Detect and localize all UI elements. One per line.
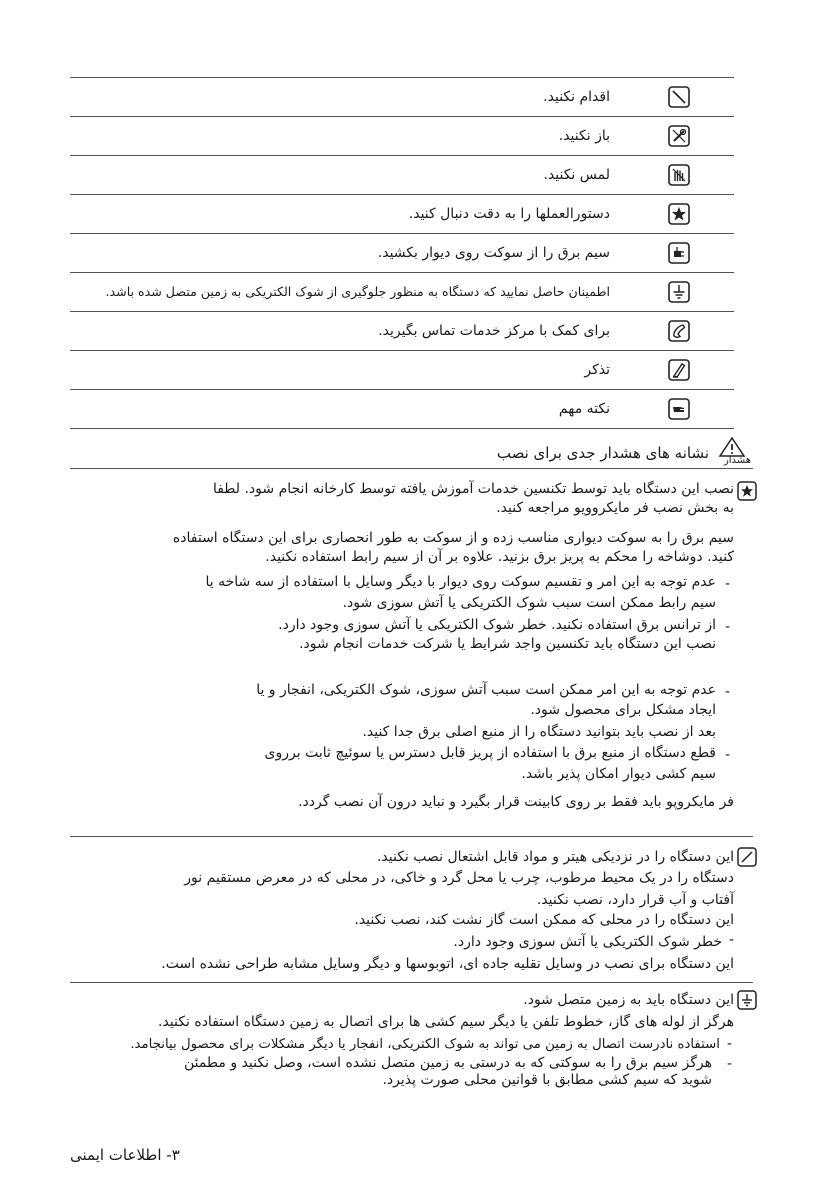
paragraph: این دستگاه برای نصب در وسایل نقلیه جاده ای، اتوبوسها و دیگر وسایل مشابه طراحی نشده است.: [161, 956, 734, 972]
symbol-text: باز نکنید.: [558, 128, 610, 144]
symbol-text: اطمینان حاصل نمایید که دستگاه به منظور جلوگیری از شوک الکتریکی به زمین متصل شده باشد.: [105, 284, 610, 299]
page-footer: ۳- اطلاعات ایمنی: [70, 1146, 180, 1164]
do-not-disassemble-icon: [668, 125, 690, 147]
do-not-touch-icon: [668, 164, 690, 186]
bullet-text: از ترانس برق استفاده نکنید. خطر شوک الکتریکی یا آتش سوزی وجود دارد.: [278, 617, 716, 633]
symbol-row: [70, 350, 734, 389]
bullet-dash: -: [724, 576, 730, 592]
bullet-dash: -: [724, 747, 730, 763]
symbol-text: تذکر: [584, 362, 610, 378]
bullet-text: شوید که سیم کشی مطابق با قوانین محلی صورت پذیرد.: [382, 1072, 712, 1088]
symbol-legend-table: [70, 77, 734, 429]
symbol-row: [70, 155, 734, 194]
ground-icon: [737, 990, 757, 1010]
symbol-row: [70, 77, 734, 116]
bullet-dash: -: [728, 932, 734, 948]
star-instructions-icon: [668, 203, 690, 225]
paragraph: فر مایکروپو باید فقط بر روی کابینت قرار بگیرد و نباید درون آن نصب گردد.: [298, 794, 734, 810]
pointing-hand-icon: [668, 398, 690, 420]
symbol-row: [70, 272, 734, 311]
symbol-text: دستورالعملها را به دقت دنبال کنید.: [408, 206, 610, 222]
paragraph: این دستگاه را در محلی که ممکن است گاز نشت کند، نصب نکنید.: [354, 912, 734, 928]
warning-caption: هشدار: [723, 455, 751, 466]
bullet-dash: -: [724, 684, 730, 700]
symbol-text: نکته مهم: [558, 401, 610, 417]
symbol-row: [70, 311, 734, 350]
bullet-text: عدم توجه به این امر و تقسیم سوکت روی دیوار با دیگر وسایل با استفاده از سه شاخه یا: [205, 574, 716, 590]
paragraph: دستگاه را در یک محیط مرطوب، چرب یا محل گرد و خاکی، در محلی که در معرض مستقیم نور: [184, 870, 734, 886]
symbol-row: [70, 194, 734, 233]
paragraph: هرگز از لوله های گاز، خطوط تلفن یا دیگر سیم کشی ها برای اتصال به زمین دستگاه استفاده نکنید.: [158, 1014, 734, 1030]
bullet-text: سیم رابط ممکن است سبب شوک الکتریکی یا آتش سوزی شود.: [342, 595, 716, 611]
symbol-row: [70, 116, 734, 155]
symbol-row: [70, 233, 734, 272]
section-divider: [70, 836, 753, 837]
star-instructions-icon: [737, 481, 757, 501]
symbol-text: اقدام نکنید.: [543, 89, 610, 105]
warning-title: نشانه های هشدار جدی برای نصب: [496, 444, 709, 462]
bullet-text: قطع دستگاه از منبع برق با استفاده از پریز قابل دسترس یا سوئیچ ثابت برروی: [264, 745, 716, 761]
bullet-text: هرگز سیم برق را به سوکتی که به درستی به زمین متصل نشده است، وصل نکنید و مطمئن: [183, 1055, 712, 1071]
bullet-text: استفاده نادرست اتصال به زمین می تواند به شوک الکتریکی، انفجار یا دیگر مشکلات برای محصول بیانجامد.: [130, 1037, 720, 1052]
symbol-row: [70, 389, 734, 429]
bullet-text: نصب این دستگاه باید تکنسین واجد شرایط یا شرکت خدمات انجام شود.: [299, 636, 716, 652]
paragraph: کنید. دوشاخه را محکم به پریز برق بزنید. علاوه بر آن از سیم رابط استفاده نکنید.: [265, 549, 734, 565]
symbol-text: سیم برق را از سوکت روی دیوار بکشید.: [377, 245, 610, 261]
paragraph: نصب این دستگاه باید توسط تکنسین خدمات آموزش یافته توسط کارخانه انجام شود. لطفا: [212, 481, 734, 497]
phone-icon: [668, 320, 690, 342]
section-divider: [70, 982, 753, 983]
bullet-text: سیم کشی دیوار امکان پذیر باشد.: [521, 766, 716, 782]
bullet-text: ایجاد مشکل برای محصول شود.: [530, 702, 716, 718]
bullet-text: بعد از نصب باید بتوانید دستگاه را از منبع اصلی برق جدا کنید.: [362, 724, 716, 740]
ground-icon: [668, 281, 690, 303]
bullet-text: خطر شوک الکتریکی یا آتش سوزی وجود دارد.: [453, 934, 722, 950]
bullet-dash: -: [726, 1056, 732, 1072]
paragraph: این دستگاه را در نزدیکی هیتر و مواد قابل اشتعال نصب نکنید.: [376, 849, 734, 865]
bullet-text: عدم توجه به این امر ممکن است سبب آتش سوزی، شوک الکتریکی، انفجار و یا: [256, 682, 716, 698]
no-attempt-icon: [668, 86, 690, 108]
paragraph: این دستگاه باید به زمین متصل شود.: [523, 992, 734, 1008]
paragraph: به بخش نصب فر مایکروویو مراجعه کنید.: [496, 500, 734, 516]
no-attempt-icon: [737, 847, 757, 867]
paragraph: آفتاب و آب قرار دارد، نصب نکنید.: [536, 892, 734, 908]
symbol-text: لمس نکنید.: [543, 167, 610, 183]
bullet-dash: -: [726, 1036, 732, 1052]
warning-heading: [70, 436, 753, 469]
note-icon: [668, 359, 690, 381]
unplug-icon: [668, 242, 690, 264]
bullet-dash: -: [724, 619, 730, 635]
symbol-text: برای کمک با مرکز خدمات تماس بگیرید.: [378, 323, 610, 339]
paragraph: سیم برق را به سوکت دیواری مناسب زده و از سوکت به طور انحصاری برای این دستگاه استفاده: [172, 530, 734, 546]
